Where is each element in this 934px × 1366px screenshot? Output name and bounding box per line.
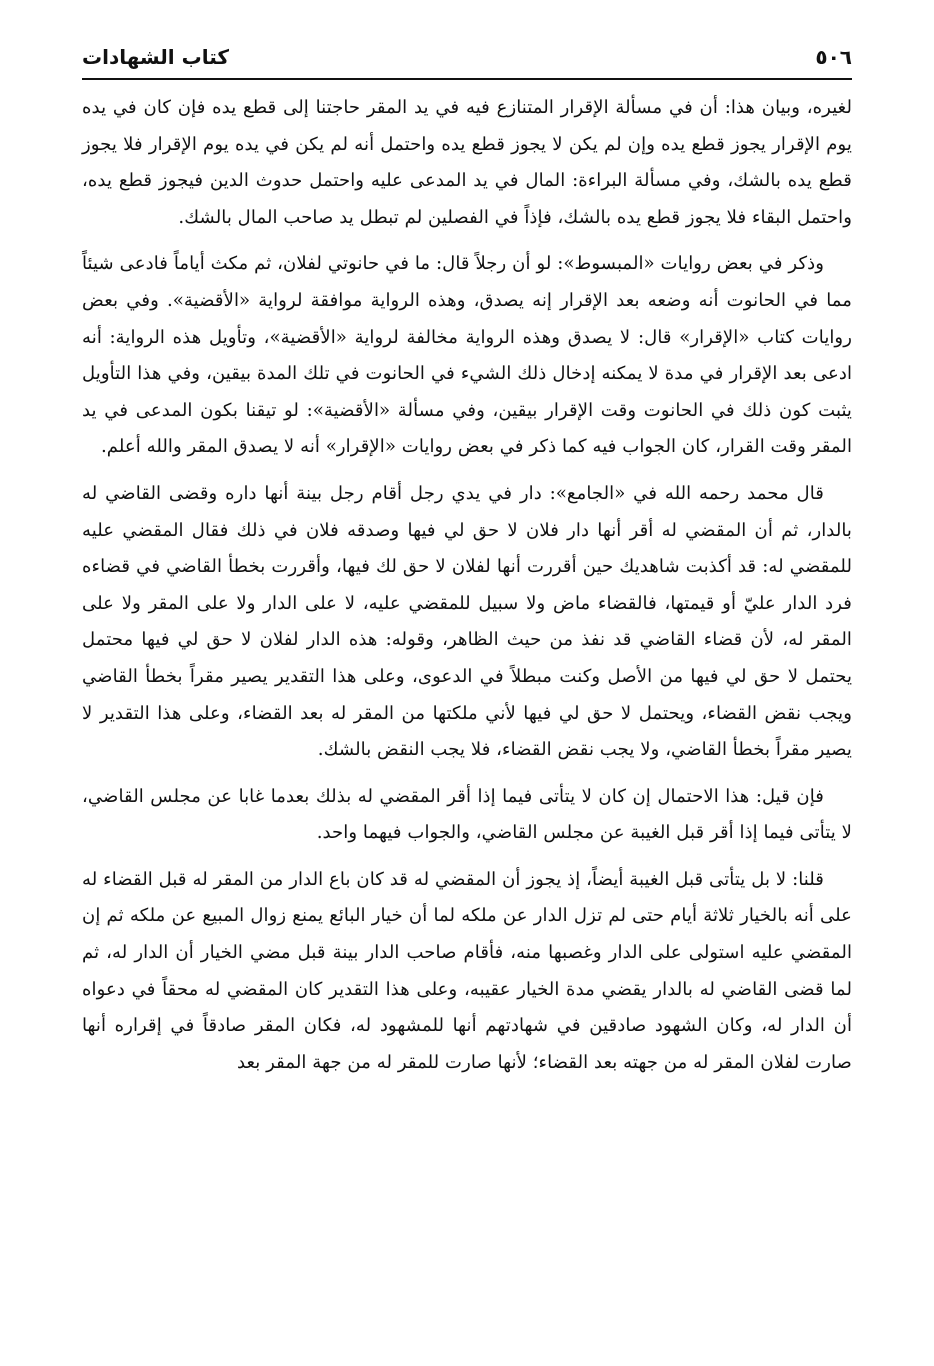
paragraph: فإن قيل: هذا الاحتمال إن كان لا يتأتى فيما إذا أقر المقضي له بذلك بعدما غابا عن مجلس القاضي، لا يتأتى فيما إذا أقر قبل الغيبة عن مجلس القاضي، والجواب فيهما واحد. [82,785,852,844]
paragraph: قال محمد رحمه الله في «الجامع»: دار في يدي رجل أقام رجل بينة أنها داره وقضى القاضي له بالدار، ثم أن المقضي له أقر أنها دار فلان لا حق لي فيها وصدقه فلان في ذلك فقال المقضي عليه للمقضي له: قد أكذبت شاهديك حين أقررت أنها لفلان لا حق لك فيها، وأقررت بخطأ القاضي في قضاءه فرد الدار عليّ أو قيمتها، فالقضاء ماض ولا سبيل للمقضي عليه، لا على الدار ولا على المقر ولا على المقر له، لأن قضاء القاضي قد نفذ من حيث الظاهر، وقوله: هذه الدار لفلان لا حق لي فيها محتمل يحتمل لا حق لي فيها من الأصل وكنت مبطلاً في الدعوى، وعلى هذا التقدير يصير مقراً بخطأ القاضي ويجب نقض القضاء، ويحتمل لا حق لي فيها لأني ملكتها من المقر له بعد القضاء، وعلى هذا التقدير لا يصير مقراً بخطأ القاضي، ولا يجب نقض القضاء، فلا يجب النقض بالشك. [82,482,852,761]
running-head-title: كتاب الشهادات [82,45,230,69]
page-body [82,90,852,1091]
paragraph: وذكر في بعض روايات «المبسوط»: لو أن رجلاً قال: ما في حانوتي لفلان، ثم مكث أياماً فادعى شيئاً مما في الحانوت أنه وضعه بعد الإقرار إنه يصدق، وهذه الرواية موافقة لرواية «الأقضية». وفي بعض روايات كتاب «الإقرار» قال: لا يصدق وهذه الرواية مخالفة لرواية «الأقضية»، وتأويل هذه الرواية: أنه ادعى بعد الإقرار في مدة لا يمكنه إدخال ذلك الشيء في الحانوت في تلك المدة بيقين، وفي هذا التأويل يثبت كون ذلك في الحانوت وقت الإقرار بيقين، وفي مسألة «الأقضية»: لو تيقنا بكون المدعى في يد المقر وقت القرار، كان الجواب فيه كما ذكر في بعض روايات «الإقرار» أنه لا يصدق المقر والله أعلم. [82,253,852,458]
page-number: ٥٠٦ [815,45,852,69]
paragraph: لغيره، وبيان هذا: أن في مسألة الإقرار المتنازع فيه في يد المقر حاجتنا إلى قطع يده فإن كان في يده يوم الإقرار يجوز قطع يده وإن لم يكن لا يجوز قطع يده واحتمل أنه لم يكن في يده يوم الإقرار فلا يجوز قطع يده بالشك، وفي مسألة البراءة: المال في يد المدعى عليه واحتمل حدوث الدين فيجوز قطع يده، واحتمل البقاء فلا يجوز قطع يده بالشك، فإذاً في الفصلين لم تبطل يد صاحب المال بالشك. [82,97,852,228]
header-divider [82,78,852,80]
paragraph: قلنا: لا بل يتأتى قبل الغيبة أيضاً، إذ يجوز أن المقضي له قد كان باع الدار من المقر له قبل القضاء له على أنه بالخيار ثلاثة أيام حتى لم تزل الدار عن ملكه لما أن خيار البائع يمنع زوال المبيع عن ملكه ثم إن المقضي عليه استولى على الدار وغصبها منه، فأقام صاحب الدار بينة قبل مضي الخيار أن الدار له، ثم لما قضى القاضي له بالدار يقضي مدة الخيار عقيبه، وعلى هذا التقدير كان المقضي له محقاً في دعواه أن الدار له، وكان الشهود صادقين في شهادتهم أنها للمشهود له، فكان المقر صادقاً في إقراره أنها صارت لفلان المقر له من جهته بعد القضاء؛ لأنها صارت للمقر له من جهة المقر بعد [82,868,852,1073]
page-header [82,40,852,74]
